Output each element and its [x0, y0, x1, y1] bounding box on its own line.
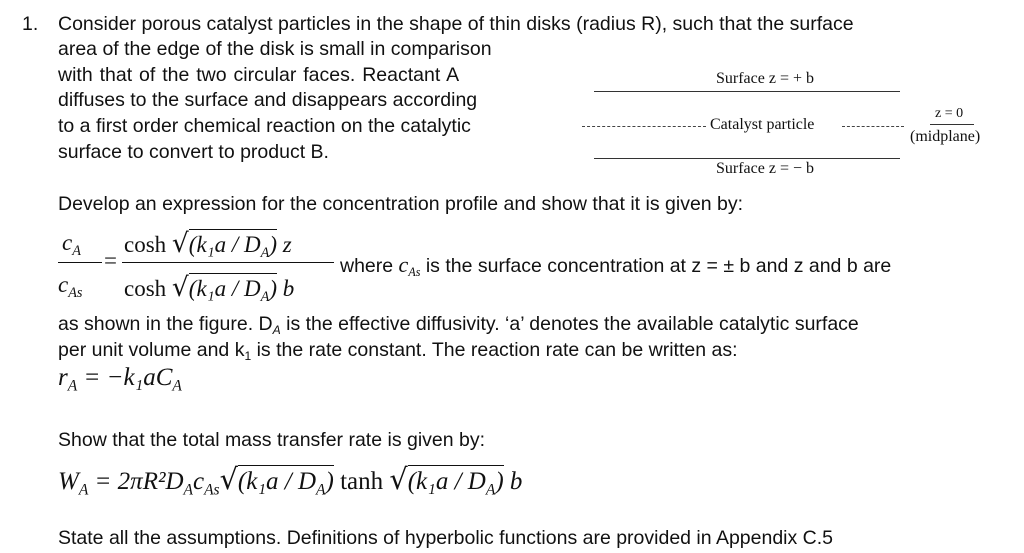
equals-sign: = — [104, 248, 117, 273]
rate-constant-line: per unit volume and $k_1$ is the rate constant. The reaction rate can be written as: — [58, 339, 738, 364]
diffusivity-line: as shown in the figure. $D_A$ is the effective diffusivity. ‘a’ denotes the available catalytic surface — [58, 313, 859, 338]
rate-equation: $r_A = -k_1aC_A$ — [58, 364, 182, 395]
left-fraction-bar — [58, 262, 102, 263]
top-surface-line — [594, 91, 900, 92]
cas-denominator: $c_{As}$ — [58, 272, 83, 301]
intro-line-2: area of the edge of the disk is small in comparison — [58, 38, 492, 60]
bottom-surface-line — [594, 158, 900, 159]
right-fraction-bar — [122, 262, 334, 263]
develop-line: Develop an expression for the concentration profile and show that it is given by: — [58, 193, 744, 215]
assumptions-line: State all the assumptions. Definitions of hyperbolic functions are provided in Appendix C.5 — [58, 527, 834, 549]
mass-transfer-equation: $W_A = 2\pi R^2D_Ac_{As}√(k_1a / D_A)$ $\tanh √(k_1a / D_A)$ b — [58, 462, 523, 499]
where-clause: where $c_{As}$ is the surface concentration at z = ± b and z and b are — [340, 252, 892, 280]
profile-denominator: $\cosh √(k_1a / D_A)$ b — [124, 272, 295, 305]
bottom-surface-label: Surface z = − b — [716, 160, 815, 177]
show-line: Show that the total mass transfer rate is given by: — [58, 429, 486, 451]
catalyst-particle-label: Catalyst particle — [710, 116, 815, 133]
problem-number: 1. — [22, 13, 39, 35]
midplane-label: (midplane) — [910, 128, 981, 145]
z0-label: z = 0 — [935, 106, 964, 121]
profile-numerator: $\cosh √(k_1a / D_A)$ z — [124, 228, 292, 261]
intro-line-5: to a first order chemical reaction on the catalytic — [58, 115, 471, 137]
midplane-line-left — [582, 126, 706, 127]
intro-line-6: surface to convert to product B. — [58, 141, 329, 163]
midplane-line-right — [842, 126, 904, 127]
ca-numerator: $c_A$ — [62, 230, 81, 259]
intro-line-3: with that of the two circular faces. Reactant A — [58, 64, 460, 86]
z0-underline — [930, 124, 974, 125]
intro-line-4: diffuses to the surface and disappears according — [58, 89, 478, 111]
top-surface-label: Surface z = + b — [716, 70, 815, 87]
intro-line-1: Consider porous catalyst particles in the shape of thin disks (radius R), such that the surface — [58, 13, 854, 35]
